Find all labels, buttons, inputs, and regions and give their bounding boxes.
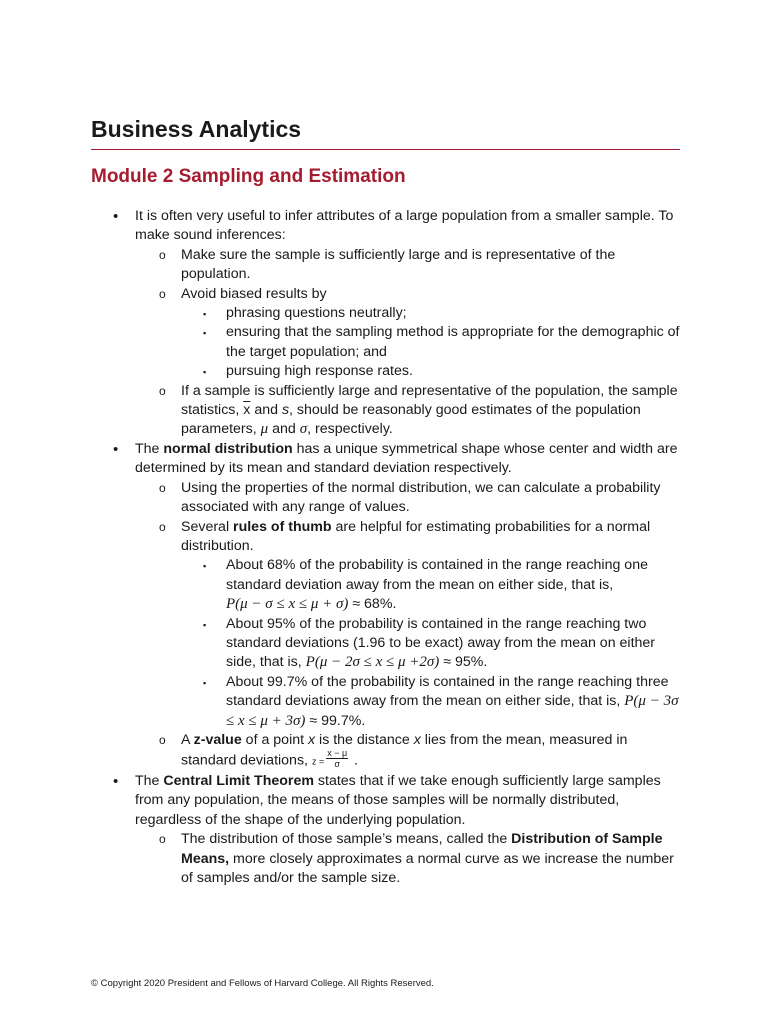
- bold-term: normal distribution: [163, 440, 293, 457]
- list-item: [203, 323, 680, 362]
- text-run: The: [135, 440, 164, 457]
- list-item: [203, 362, 680, 381]
- bullet-marker: •: [113, 208, 119, 225]
- copyright-footer: © Copyright 2020 President and Fellows of Harvard College. All Rights Reserved.: [91, 978, 434, 989]
- text-run: ≈ 68%.: [348, 596, 397, 613]
- bullet-marker: ▪: [203, 561, 207, 572]
- z-denominator: σ: [334, 759, 340, 770]
- bullet-marker: o: [159, 247, 166, 262]
- x-symbol: x: [308, 731, 316, 748]
- bullet-text: Make sure the sample is sufficiently large and is representative of the population.: [181, 246, 616, 283]
- list-item: [159, 285, 680, 304]
- list-item: [203, 615, 680, 673]
- list-item: [159, 731, 680, 772]
- list-item: [113, 440, 680, 479]
- list-item: [203, 304, 680, 323]
- text-run: Several: [181, 518, 234, 535]
- bullet-marker: ▪: [203, 619, 207, 630]
- text-run: The distribution of those sample’s means, called the: [181, 831, 512, 848]
- bullet-marker: ▪: [203, 328, 207, 339]
- bullet-marker: o: [159, 286, 166, 301]
- list-item: [159, 830, 680, 888]
- bold-term: Distribution of Sample Means,: [181, 831, 663, 867]
- list-item: [159, 246, 680, 285]
- x-bar-symbol: $\overline{x}$: [243, 402, 251, 419]
- sigma-symbol: σ: [299, 421, 308, 438]
- probability-expression: P(μ − 2σ ≤ x ≤ μ +2σ): [305, 654, 440, 671]
- text-run: About 68% of the probability is contained in the range reaching one standard deviation away from the mean on either side, that is,: [226, 557, 648, 593]
- bullet-marker: o: [159, 480, 166, 495]
- text-run: If a sample is sufficiently large and representative of the population, the sample statistics,: [181, 382, 678, 419]
- bullet-text: It is often very useful to infer attributes of a large population from a smaller sample. To make sound inferences:: [135, 208, 674, 244]
- text-run: About 95% of the probability is contained in the range reaching two standard deviations (1.96 to be exact) away from the mean on either side, that is,: [226, 615, 656, 671]
- bullet-marker: •: [113, 440, 119, 458]
- list-item: [159, 518, 680, 557]
- probability-expression: P(μ − σ ≤ x ≤ μ + σ): [226, 596, 349, 613]
- text-run: states that if we take enough sufficiently large samples from any population, the means of those samples will be normally distributed, regardless of the shape of the underlying population.: [135, 773, 661, 828]
- list-item: [159, 382, 680, 440]
- bullet-text: pursuing high response rates.: [226, 363, 413, 380]
- text-run: is the distance: [315, 731, 414, 748]
- bold-term: rules of thumb: [233, 518, 332, 535]
- text-run: ≈ 99.7%.: [305, 712, 366, 729]
- bullet-text: Using the properties of the normal distribution, we can calculate a probability associated with any range of values.: [181, 479, 661, 516]
- text-run: lies from the mean, measured in standard deviations,: [181, 731, 628, 769]
- bullet-marker: o: [159, 732, 166, 747]
- bullet-marker: o: [159, 383, 166, 398]
- text-run: About 99.7% of the probability is contained in the range reaching three standard deviations away from the mean on either side, that is,: [226, 673, 669, 710]
- list-item: [113, 772, 680, 830]
- bullet-marker: ▪: [203, 367, 207, 378]
- mu-symbol: μ: [260, 421, 269, 438]
- z-formula-lhs: z =: [311, 756, 325, 767]
- text-run: , respectively.: [307, 421, 393, 438]
- s-symbol: s: [281, 402, 290, 419]
- text-run: and: [250, 402, 282, 419]
- list-item: [113, 207, 680, 246]
- z-formula-fraction: [326, 748, 348, 769]
- text-run: .: [350, 752, 359, 769]
- bullet-text: phrasing questions neutrally;: [226, 305, 407, 322]
- text-run: A: [181, 731, 194, 748]
- content-body: [0, 207, 768, 888]
- bold-term: Central Limit Theorem: [163, 773, 314, 790]
- text-run: The: [135, 773, 164, 790]
- bullet-marker: o: [159, 832, 166, 847]
- text-run: has a unique symmetrical shape whose center and width are determined by its mean and standard deviation respectively.: [135, 440, 678, 477]
- bullet-marker: ▪: [203, 677, 207, 688]
- text-run: ≈ 95%.: [439, 654, 488, 671]
- z-numerator: x − μ: [327, 748, 348, 759]
- text-run: and: [268, 421, 300, 438]
- text-run: of a point: [241, 731, 308, 748]
- bold-term: z-value: [193, 731, 242, 748]
- text-run: are helpful for estimating probabilities for a normal distribution.: [181, 518, 651, 554]
- text-run: more closely approximates a normal curve as we increase the number of samples and/or the sample size.: [181, 850, 674, 887]
- module-heading: Module 2 Sampling and Estimation: [91, 166, 406, 187]
- bullet-text: Avoid biased results by: [181, 285, 327, 302]
- document-title: Business Analytics: [91, 116, 302, 142]
- list-item: [159, 479, 680, 518]
- text-run: , should be reasonably good estimates of the population parameters,: [181, 402, 641, 438]
- bullet-text: ensuring that the sampling method is appropriate for the demographic of the target population; and: [226, 324, 680, 360]
- bullet-marker: •: [113, 773, 119, 791]
- x-symbol: x: [413, 731, 421, 748]
- title-divider: [91, 149, 680, 150]
- list-item: [203, 556, 680, 614]
- bullet-marker: ▪: [203, 309, 207, 320]
- bullet-marker: o: [159, 519, 166, 534]
- list-item: [203, 673, 680, 731]
- probability-expression: P(μ − 3σ ≤ x ≤ μ + 3σ): [226, 693, 679, 729]
